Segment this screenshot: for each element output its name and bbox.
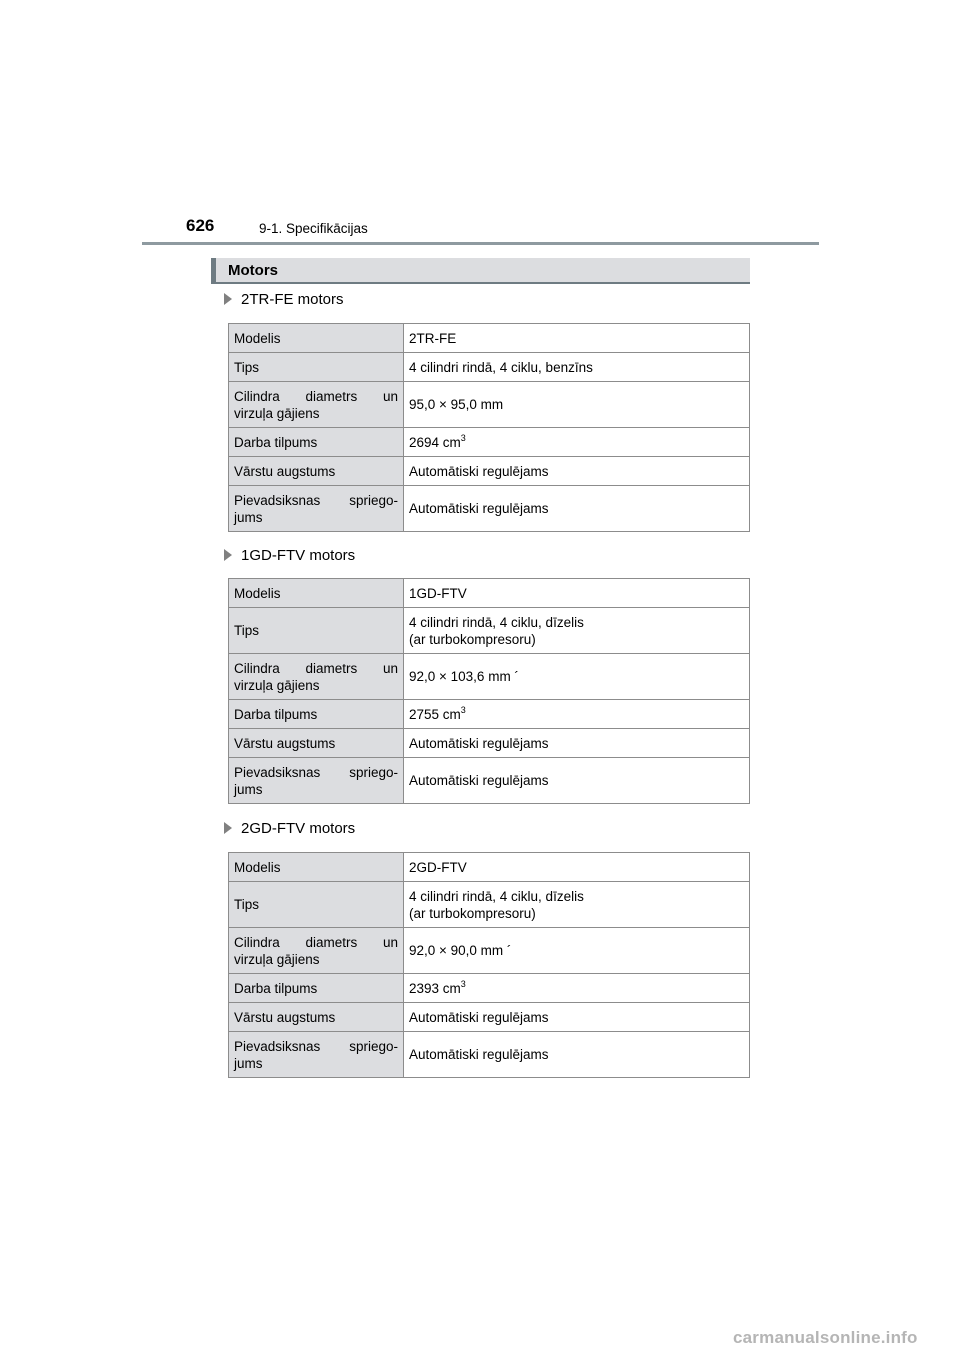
table-row — [229, 457, 750, 486]
row-label: Modelis — [229, 579, 404, 608]
row-value: 2TR-FE — [404, 324, 750, 353]
row-label: Tips — [229, 608, 404, 654]
row-value: 95,0 × 95,0 mm — [404, 382, 750, 428]
superscript: 3 — [460, 704, 466, 715]
row-label — [229, 382, 404, 428]
row-label: Darba tilpums — [229, 428, 404, 457]
row-label: Vārstu augstums — [229, 729, 404, 758]
table-row — [229, 428, 750, 457]
table-row — [229, 974, 750, 1003]
row-value-line: (ar turbokompresoru) — [409, 905, 536, 921]
row-label: Darba tilpums — [229, 974, 404, 1003]
displacement-value: 2393 cm — [409, 980, 461, 996]
row-label-line: Cilindra diametrs un — [234, 660, 398, 676]
superscript: 3 — [460, 432, 466, 443]
row-label-line: jums — [234, 509, 263, 525]
row-label: Modelis — [229, 853, 404, 882]
table-row — [229, 608, 750, 654]
row-value: 92,0 × 90,0 mm ´ — [404, 928, 750, 974]
engine-heading-1gd-ftv — [224, 547, 355, 564]
displacement-value: 2694 cm — [409, 434, 461, 450]
table-row — [229, 700, 750, 729]
table-row — [229, 382, 750, 428]
spec-table-1gd-ftv — [228, 578, 750, 804]
row-label — [229, 486, 404, 532]
engine-heading-label: 1GD-FTV motors — [241, 547, 356, 564]
engine-heading-2gd-ftv — [224, 820, 355, 837]
table-row — [229, 654, 750, 700]
row-label-line: Pievadsiksnas spriego- — [234, 764, 398, 780]
table-row — [229, 579, 750, 608]
watermark-text: carmanualsonline.info — [733, 1328, 918, 1347]
header-divider — [142, 242, 819, 245]
row-value — [404, 608, 750, 654]
row-value — [404, 974, 750, 1003]
row-value: Automātiski regulējams — [404, 486, 750, 532]
row-label-line: jums — [234, 781, 263, 797]
row-label — [229, 654, 404, 700]
chapter-title: 9-1. Specifikācijas — [259, 221, 368, 236]
row-label — [229, 758, 404, 804]
spec-table-2tr-fe — [228, 323, 750, 532]
row-value — [404, 428, 750, 457]
row-value-line: 4 cilindri rindā, 4 ciklu, dīzelis — [409, 888, 584, 904]
row-value: Automātiski regulējams — [404, 758, 750, 804]
row-label: Tips — [229, 882, 404, 928]
table-row — [229, 324, 750, 353]
row-label-line: virzuļa gājiens — [234, 405, 320, 421]
engine-heading-2tr-fe — [224, 291, 344, 308]
row-value-line: 4 cilindri rindā, 4 ciklu, dīzelis — [409, 614, 584, 630]
row-label-line: Pievadsiksnas spriego- — [234, 1038, 398, 1054]
table-row — [229, 1003, 750, 1032]
table-row — [229, 758, 750, 804]
row-value: Automātiski regulējams — [404, 729, 750, 758]
displacement-value: 2755 cm — [409, 706, 461, 722]
section-title: Motors — [228, 262, 278, 279]
row-value: 4 cilindri rindā, 4 ciklu, benzīns — [404, 353, 750, 382]
row-value: 2GD-FTV — [404, 853, 750, 882]
row-value: 92,0 × 103,6 mm ´ — [404, 654, 750, 700]
row-value: Automātiski regulējams — [404, 1032, 750, 1078]
engine-heading-label: 2GD-FTV motors — [241, 820, 356, 837]
page-number: 626 — [186, 216, 215, 235]
table-row — [229, 1032, 750, 1078]
row-label — [229, 928, 404, 974]
row-label-line: virzuļa gājiens — [234, 951, 320, 967]
table-row — [229, 853, 750, 882]
triangle-bullet-icon — [224, 549, 232, 561]
page-header — [0, 0, 960, 250]
row-value: 1GD-FTV — [404, 579, 750, 608]
row-label: Vārstu augstums — [229, 457, 404, 486]
engine-heading-label: 2TR-FE motors — [241, 291, 344, 308]
row-label: Tips — [229, 353, 404, 382]
row-value: Automātiski regulējams — [404, 457, 750, 486]
row-label — [229, 1032, 404, 1078]
table-row — [229, 486, 750, 532]
superscript: 3 — [460, 978, 466, 989]
section-header — [211, 258, 750, 284]
row-label-line: jums — [234, 1055, 263, 1071]
spec-table-2gd-ftv — [228, 852, 750, 1078]
table-row — [229, 353, 750, 382]
row-value — [404, 882, 750, 928]
triangle-bullet-icon — [224, 822, 232, 834]
row-label: Vārstu augstums — [229, 1003, 404, 1032]
row-label-line: virzuļa gājiens — [234, 677, 320, 693]
row-value-line: (ar turbokompresoru) — [409, 631, 536, 647]
table-row — [229, 928, 750, 974]
triangle-bullet-icon — [224, 293, 232, 305]
row-label-line: Cilindra diametrs un — [234, 388, 398, 404]
row-label: Darba tilpums — [229, 700, 404, 729]
row-label-line: Cilindra diametrs un — [234, 934, 398, 950]
table-row — [229, 882, 750, 928]
row-label-line: Pievadsiksnas spriego- — [234, 492, 398, 508]
row-label: Modelis — [229, 324, 404, 353]
row-value — [404, 700, 750, 729]
row-value: Automātiski regulējams — [404, 1003, 750, 1032]
table-row — [229, 729, 750, 758]
